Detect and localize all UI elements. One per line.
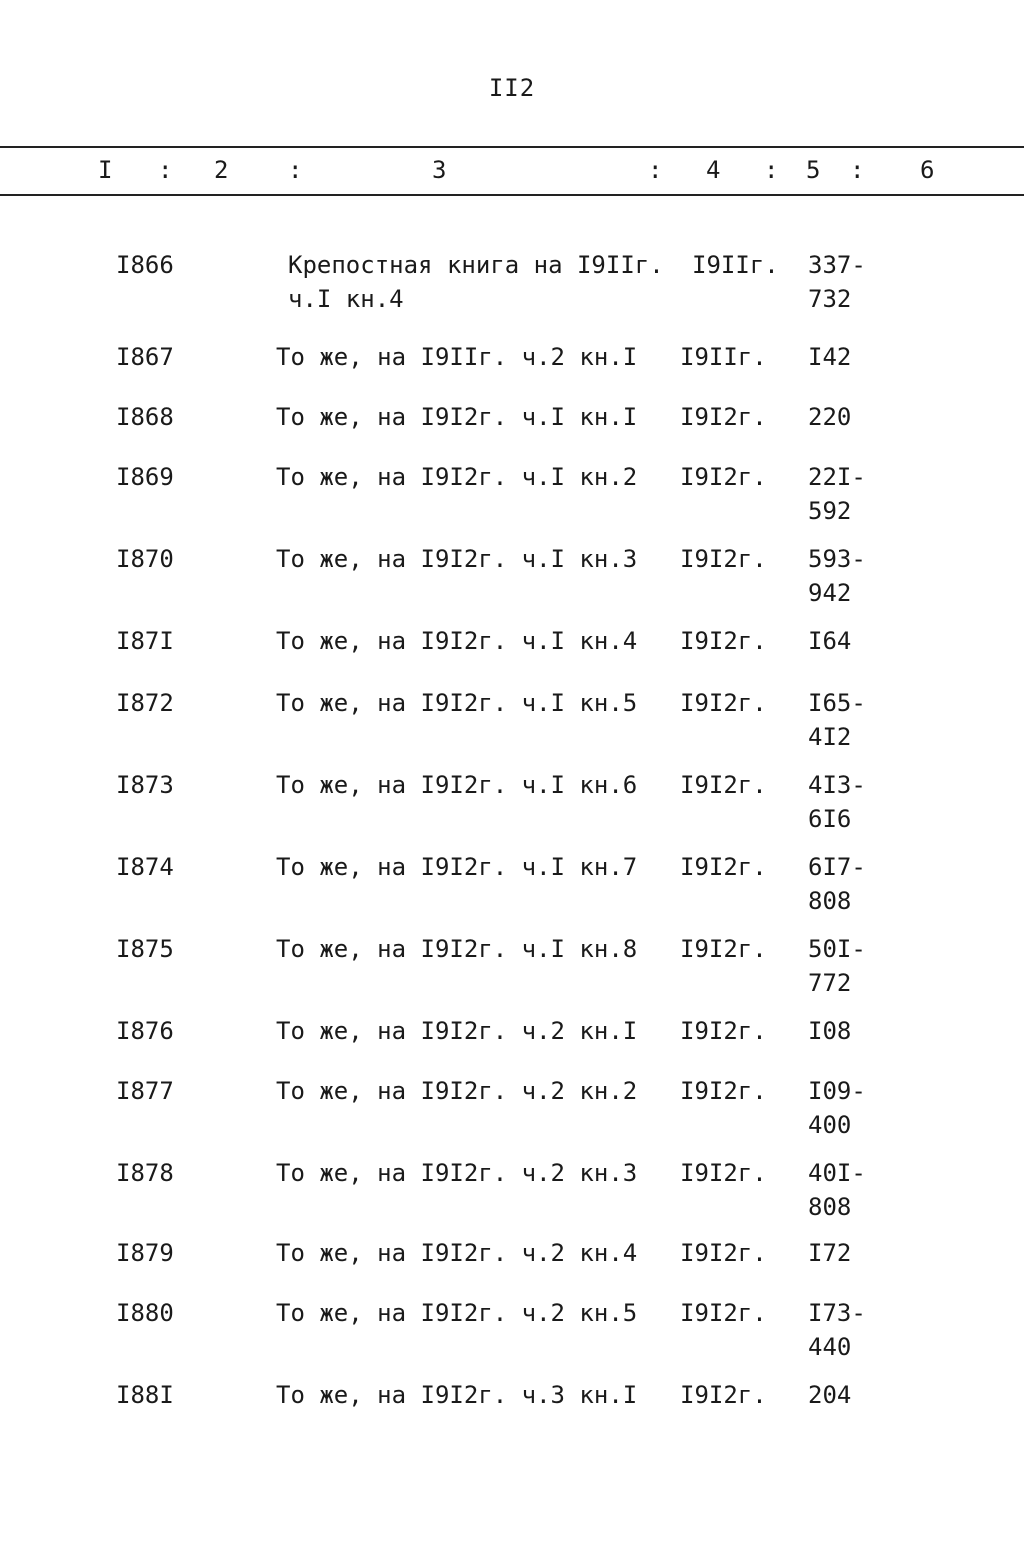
item-number: I88I [116,1381,174,1409]
item-number: I874 [116,853,174,881]
item-pages: I73- [808,1299,866,1327]
item-pages: 6I6 [808,805,852,833]
item-pages: 50I- [808,935,866,963]
item-pages: 593- [808,545,866,573]
item-pages: 204 [808,1381,852,1409]
item-description: То же, на I9I2г. ч.I кн.I [276,403,638,431]
item-pages: I42 [808,343,852,371]
item-number: I873 [116,771,174,799]
item-year: I9I2г. [680,545,767,573]
item-pages: I64 [808,627,852,655]
item-number: I875 [116,935,174,963]
item-number: I876 [116,1017,174,1045]
item-year: I9I2г. [680,403,767,431]
item-description: То же, на I9I2г. ч.I кн.6 [276,771,638,799]
item-number: I880 [116,1299,174,1327]
item-description: ч.I кн.4 [288,285,404,313]
item-description: То же, на I9I2г. ч.I кн.3 [276,545,638,573]
item-year: I9I2г. [680,1239,767,1267]
item-pages: 942 [808,579,852,607]
item-pages: 440 [808,1333,852,1361]
page-number: II2 [488,74,536,102]
header-col-2: 2 [214,156,229,184]
item-pages: I08 [808,1017,852,1045]
item-number: I87I [116,627,174,655]
item-pages: 4I2 [808,723,852,751]
item-year: I9I2г. [680,1381,767,1409]
header-col-5: 5 [806,156,821,184]
item-year: I9I2г. [680,1299,767,1327]
item-year: I9I2г. [680,853,767,881]
item-pages: 337- [808,251,866,279]
item-year: I9I2г. [680,771,767,799]
item-year: I9I2г. [680,1159,767,1187]
item-description: То же, на I9I2г. ч.I кн.2 [276,463,638,491]
item-year: I9I2г. [680,627,767,655]
item-year: I9I2г. [680,935,767,963]
header-col-6: 6 [920,156,935,184]
item-pages: 40I- [808,1159,866,1187]
item-description: То же, на I9I2г. ч.I кн.8 [276,935,638,963]
header-separator: : [158,156,173,184]
item-number: I877 [116,1077,174,1105]
header-separator: : [850,156,865,184]
item-number: I879 [116,1239,174,1267]
item-number: I869 [116,463,174,491]
item-pages: 772 [808,969,852,997]
item-year: I9IIг. [680,343,767,371]
item-number: I872 [116,689,174,717]
item-pages: 732 [808,285,852,313]
item-description: То же, на I9I2г. ч.2 кн.3 [276,1159,638,1187]
item-number: I867 [116,343,174,371]
item-pages: 400 [808,1111,852,1139]
header-separator: : [764,156,779,184]
item-year: I9I2г. [680,463,767,491]
item-description: То же, на I9I2г. ч.I кн.4 [276,627,638,655]
item-description: То же, на I9I2г. ч.2 кн.2 [276,1077,638,1105]
item-description: То же, на I9I2г. ч.I кн.5 [276,689,638,717]
item-pages: 808 [808,1193,852,1221]
header-col-3: 3 [432,156,447,184]
item-number: I868 [116,403,174,431]
item-description: То же, на I9I2г. ч.I кн.7 [276,853,638,881]
item-pages: 808 [808,887,852,915]
header-separator: : [648,156,663,184]
item-pages: 220 [808,403,852,431]
item-pages: I65- [808,689,866,717]
item-number: I866 [116,251,174,279]
item-pages: 6I7- [808,853,866,881]
item-number: I870 [116,545,174,573]
item-description: То же, на I9IIг. ч.2 кн.I [276,343,638,371]
item-year: I9IIг. [692,251,779,279]
header-separator: : [288,156,303,184]
item-pages: I72 [808,1239,852,1267]
item-description: То же, на I9I2г. ч.2 кн.5 [276,1299,638,1327]
item-year: I9I2г. [680,1077,767,1105]
item-description: Крепостная книга на I9IIг. [288,251,664,279]
header-col-4: 4 [706,156,721,184]
item-year: I9I2г. [680,689,767,717]
header-col-1: I [98,156,113,184]
item-pages: 4I3- [808,771,866,799]
item-number: I878 [116,1159,174,1187]
item-description: То же, на I9I2г. ч.3 кн.I [276,1381,638,1409]
item-pages: 22I- [808,463,866,491]
item-description: То же, на I9I2г. ч.2 кн.I [276,1017,638,1045]
item-pages: 592 [808,497,852,525]
item-pages: I09- [808,1077,866,1105]
item-year: I9I2г. [680,1017,767,1045]
item-description: То же, на I9I2г. ч.2 кн.4 [276,1239,638,1267]
